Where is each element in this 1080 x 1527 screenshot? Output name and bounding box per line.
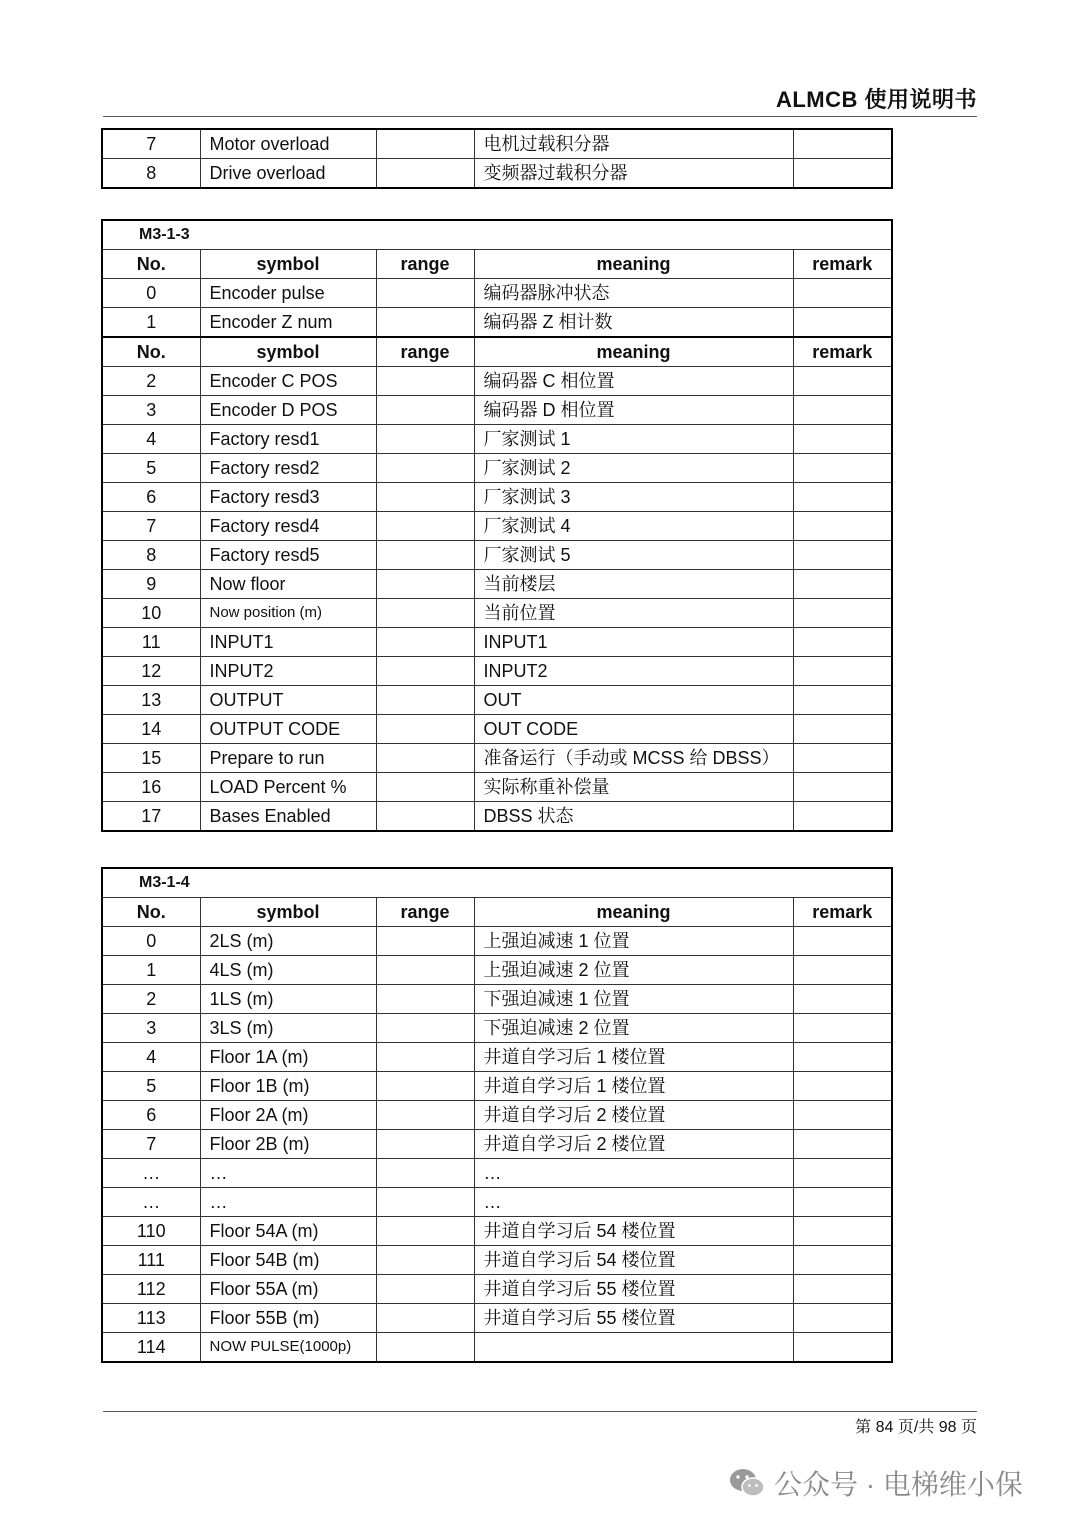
cell-meaning: 电机过载积分器 [474, 129, 793, 159]
cell-symbol: INPUT1 [200, 628, 376, 657]
cell-range [376, 512, 474, 541]
cell-no: 112 [102, 1275, 200, 1304]
cell-symbol: … [200, 1188, 376, 1217]
table-row [102, 1043, 892, 1072]
cell-meaning: OUT [474, 686, 793, 715]
cell-meaning: 上强迫减速 1 位置 [474, 927, 793, 956]
table-title-row [102, 220, 892, 250]
cell-meaning: 井道自学习后 2 楼位置 [474, 1130, 793, 1159]
cell-range [376, 599, 474, 628]
cell-no: 2 [102, 367, 200, 396]
cell-no: … [102, 1159, 200, 1188]
header-no: No. [102, 250, 200, 279]
cell-symbol: Encoder D POS [200, 396, 376, 425]
document-title: ALMCB 使用说明书 [775, 87, 977, 112]
cell-no: 5 [102, 454, 200, 483]
cell-no: 3 [102, 396, 200, 425]
table-row [102, 454, 892, 483]
cell-meaning: 井道自学习后 2 楼位置 [474, 1101, 793, 1130]
table-row [102, 570, 892, 599]
cell-symbol: INPUT2 [200, 657, 376, 686]
header-symbol: symbol [200, 250, 376, 279]
cell-remark [793, 454, 892, 483]
cell-meaning: INPUT1 [474, 628, 793, 657]
cell-meaning: 井道自学习后 1 楼位置 [474, 1072, 793, 1101]
cell-range [376, 927, 474, 956]
cell-no: 3 [102, 1014, 200, 1043]
watermark-text: 公众号 · 电梯维小保 [774, 1469, 1023, 1500]
cell-remark [793, 159, 892, 189]
cell-meaning: 厂家测试 4 [474, 512, 793, 541]
cell-no: 4 [102, 1043, 200, 1072]
table-row [102, 628, 892, 657]
cell-no: 0 [102, 927, 200, 956]
table-row [102, 483, 892, 512]
cell-remark [793, 1159, 892, 1188]
cell-no: 2 [102, 985, 200, 1014]
cell-symbol: Drive overload [200, 159, 376, 189]
cell-range [376, 1304, 474, 1333]
cell-no: 6 [102, 483, 200, 512]
header-symbol: symbol [200, 898, 376, 927]
table-row [102, 367, 892, 396]
table-m3-1-3 [101, 219, 893, 832]
cell-range [376, 1072, 474, 1101]
cell-meaning: 当前位置 [474, 599, 793, 628]
cell-range [376, 396, 474, 425]
cell-symbol: Floor 1A (m) [200, 1043, 376, 1072]
cell-symbol: LOAD Percent % [200, 773, 376, 802]
cell-remark [793, 541, 892, 570]
cell-symbol: Motor overload [200, 129, 376, 159]
cell-symbol: 4LS (m) [200, 956, 376, 985]
cell-range [376, 279, 474, 308]
table-row [102, 956, 892, 985]
cell-no: 11 [102, 628, 200, 657]
cell-range [376, 1188, 474, 1217]
table-row [102, 927, 892, 956]
cell-symbol: Floor 54B (m) [200, 1246, 376, 1275]
cell-meaning: 变频器过载积分器 [474, 159, 793, 189]
cell-no: 10 [102, 599, 200, 628]
table-row [102, 715, 892, 744]
cell-remark [793, 129, 892, 159]
cell-range [376, 1014, 474, 1043]
table-row [102, 599, 892, 628]
cell-range [376, 1101, 474, 1130]
cell-remark [793, 1130, 892, 1159]
cell-no: 113 [102, 1304, 200, 1333]
cell-meaning: DBSS 状态 [474, 802, 793, 832]
table-row [102, 1333, 892, 1363]
cell-remark [793, 1101, 892, 1130]
cell-range [376, 454, 474, 483]
cell-symbol: Encoder C POS [200, 367, 376, 396]
cell-remark [793, 1304, 892, 1333]
cell-range [376, 425, 474, 454]
cell-symbol: 1LS (m) [200, 985, 376, 1014]
cell-meaning: 编码器 C 相位置 [474, 367, 793, 396]
cell-range [376, 744, 474, 773]
cell-no: 14 [102, 715, 200, 744]
cell-remark [793, 686, 892, 715]
header-meaning: meaning [474, 898, 793, 927]
table-row [102, 985, 892, 1014]
cell-meaning: 井道自学习后 1 楼位置 [474, 1043, 793, 1072]
header-range: range [376, 898, 474, 927]
table-row [102, 512, 892, 541]
header-divider [103, 116, 977, 117]
cell-no: 9 [102, 570, 200, 599]
cell-meaning: 下强迫减速 1 位置 [474, 985, 793, 1014]
cell-remark [793, 802, 892, 832]
cell-remark [793, 1043, 892, 1072]
cell-symbol: Encoder Z num [200, 308, 376, 338]
table-header-row [102, 898, 892, 927]
table-row [102, 1130, 892, 1159]
cell-range [376, 541, 474, 570]
table-row [102, 1014, 892, 1043]
cell-symbol: NOW PULSE(1000p) [200, 1333, 376, 1363]
cell-symbol: Factory resd1 [200, 425, 376, 454]
cell-no: 110 [102, 1217, 200, 1246]
table-row [102, 425, 892, 454]
table-title-row [102, 868, 892, 898]
cell-symbol: Factory resd4 [200, 512, 376, 541]
table-row [102, 802, 892, 832]
cell-remark [793, 1217, 892, 1246]
cell-meaning: 编码器脉冲状态 [474, 279, 793, 308]
cell-range [376, 1333, 474, 1363]
cell-remark [793, 396, 892, 425]
cell-range [376, 1275, 474, 1304]
header-remark: remark [793, 337, 892, 367]
cell-no: 8 [102, 159, 200, 189]
table-header-row [102, 250, 892, 279]
cell-range [376, 956, 474, 985]
page-number: 第 84 页/共 98 页 [855, 1419, 977, 1436]
table-row [102, 686, 892, 715]
cell-symbol: Floor 2B (m) [200, 1130, 376, 1159]
cell-range [376, 1217, 474, 1246]
cell-remark [793, 1246, 892, 1275]
cell-range [376, 1043, 474, 1072]
cell-remark [793, 308, 892, 338]
cell-meaning: 上强迫减速 2 位置 [474, 956, 793, 985]
table-row [102, 396, 892, 425]
cell-meaning: 编码器 D 相位置 [474, 396, 793, 425]
table-row [102, 1188, 892, 1217]
cell-remark [793, 1333, 892, 1363]
cell-remark [793, 628, 892, 657]
cell-range [376, 657, 474, 686]
cell-no: 1 [102, 308, 200, 338]
cell-remark [793, 1275, 892, 1304]
cell-meaning: 实际称重补偿量 [474, 773, 793, 802]
cell-meaning: 井道自学习后 54 楼位置 [474, 1217, 793, 1246]
cell-symbol: Floor 2A (m) [200, 1101, 376, 1130]
cell-meaning: … [474, 1159, 793, 1188]
cell-symbol: Factory resd3 [200, 483, 376, 512]
cell-range [376, 686, 474, 715]
cell-range [376, 129, 474, 159]
table-row [102, 744, 892, 773]
cell-range [376, 367, 474, 396]
cell-meaning: 井道自学习后 55 楼位置 [474, 1275, 793, 1304]
table-row [102, 279, 892, 308]
cell-meaning: 井道自学习后 55 楼位置 [474, 1304, 793, 1333]
watermark [728, 1463, 1023, 1503]
cell-remark [793, 1188, 892, 1217]
cell-remark [793, 715, 892, 744]
cell-range [376, 715, 474, 744]
cell-remark [793, 367, 892, 396]
table-row [102, 1101, 892, 1130]
cell-meaning: 厂家测试 5 [474, 541, 793, 570]
cell-symbol: Factory resd5 [200, 541, 376, 570]
cell-symbol: Factory resd2 [200, 454, 376, 483]
cell-meaning: 井道自学习后 54 楼位置 [474, 1246, 793, 1275]
table-row [102, 773, 892, 802]
cell-no: 16 [102, 773, 200, 802]
cell-meaning: 准备运行（手动或 MCSS 给 DBSS） [474, 744, 793, 773]
header-no: No. [102, 898, 200, 927]
table-title: M3-1-4 [102, 868, 892, 898]
table-continued [101, 128, 893, 189]
table-row [102, 1159, 892, 1188]
cell-remark [793, 927, 892, 956]
header-meaning: meaning [474, 337, 793, 367]
cell-range [376, 483, 474, 512]
cell-no: 5 [102, 1072, 200, 1101]
cell-meaning: … [474, 1188, 793, 1217]
header-range: range [376, 337, 474, 367]
cell-range [376, 1246, 474, 1275]
cell-symbol: Now position (m) [200, 599, 376, 628]
cell-meaning: 厂家测试 3 [474, 483, 793, 512]
footer-divider [103, 1411, 977, 1412]
cell-no: 7 [102, 512, 200, 541]
table-row [102, 129, 892, 159]
cell-symbol: Encoder pulse [200, 279, 376, 308]
cell-range [376, 985, 474, 1014]
cell-no: 114 [102, 1333, 200, 1363]
cell-range [376, 570, 474, 599]
cell-remark [793, 1072, 892, 1101]
cell-range [376, 308, 474, 338]
cell-meaning [474, 1333, 793, 1363]
cell-meaning: OUT CODE [474, 715, 793, 744]
cell-range [376, 628, 474, 657]
cell-remark [793, 279, 892, 308]
cell-no: 17 [102, 802, 200, 832]
cell-symbol: Floor 55B (m) [200, 1304, 376, 1333]
header-remark: remark [793, 250, 892, 279]
cell-remark [793, 657, 892, 686]
cell-symbol: Now floor [200, 570, 376, 599]
table-row [102, 541, 892, 570]
cell-meaning: 下强迫减速 2 位置 [474, 1014, 793, 1043]
cell-no: 8 [102, 541, 200, 570]
cell-remark [793, 956, 892, 985]
cell-symbol: Floor 55A (m) [200, 1275, 376, 1304]
cell-no: 1 [102, 956, 200, 985]
cell-meaning: 厂家测试 2 [474, 454, 793, 483]
cell-meaning: INPUT2 [474, 657, 793, 686]
header-remark: remark [793, 898, 892, 927]
cell-symbol: 2LS (m) [200, 927, 376, 956]
cell-symbol: Prepare to run [200, 744, 376, 773]
cell-no: 15 [102, 744, 200, 773]
cell-no: 111 [102, 1246, 200, 1275]
cell-remark [793, 1014, 892, 1043]
cell-symbol: Floor 54A (m) [200, 1217, 376, 1246]
cell-meaning: 当前楼层 [474, 570, 793, 599]
cell-range [376, 1159, 474, 1188]
cell-symbol: OUTPUT CODE [200, 715, 376, 744]
cell-remark [793, 744, 892, 773]
cell-remark [793, 512, 892, 541]
table-title: M3-1-3 [102, 220, 892, 250]
table-row [102, 159, 892, 189]
cell-no: … [102, 1188, 200, 1217]
header-no: No. [102, 337, 200, 367]
cell-no: 12 [102, 657, 200, 686]
cell-symbol: Floor 1B (m) [200, 1072, 376, 1101]
cell-no: 7 [102, 129, 200, 159]
header-symbol: symbol [200, 337, 376, 367]
cell-symbol: … [200, 1159, 376, 1188]
header-range: range [376, 250, 474, 279]
cell-remark [793, 985, 892, 1014]
cell-symbol: Bases Enabled [200, 802, 376, 832]
cell-no: 13 [102, 686, 200, 715]
table-row [102, 308, 892, 338]
table-row [102, 1304, 892, 1333]
table-row [102, 1072, 892, 1101]
cell-remark [793, 599, 892, 628]
cell-symbol: OUTPUT [200, 686, 376, 715]
cell-meaning: 编码器 Z 相计数 [474, 308, 793, 338]
cell-no: 4 [102, 425, 200, 454]
cell-remark [793, 773, 892, 802]
cell-symbol: 3LS (m) [200, 1014, 376, 1043]
cell-no: 7 [102, 1130, 200, 1159]
table-row [102, 1275, 892, 1304]
cell-no: 0 [102, 279, 200, 308]
cell-range [376, 1130, 474, 1159]
table-row [102, 657, 892, 686]
cell-range [376, 159, 474, 189]
table-row [102, 1217, 892, 1246]
cell-remark [793, 425, 892, 454]
cell-meaning: 厂家测试 1 [474, 425, 793, 454]
cell-range [376, 773, 474, 802]
table-header-row [102, 337, 892, 367]
table-m3-1-4 [101, 867, 893, 1363]
header-meaning: meaning [474, 250, 793, 279]
cell-no: 6 [102, 1101, 200, 1130]
cell-remark [793, 483, 892, 512]
cell-remark [793, 570, 892, 599]
table-row [102, 1246, 892, 1275]
wechat-icon [728, 1466, 766, 1500]
cell-range [376, 802, 474, 832]
